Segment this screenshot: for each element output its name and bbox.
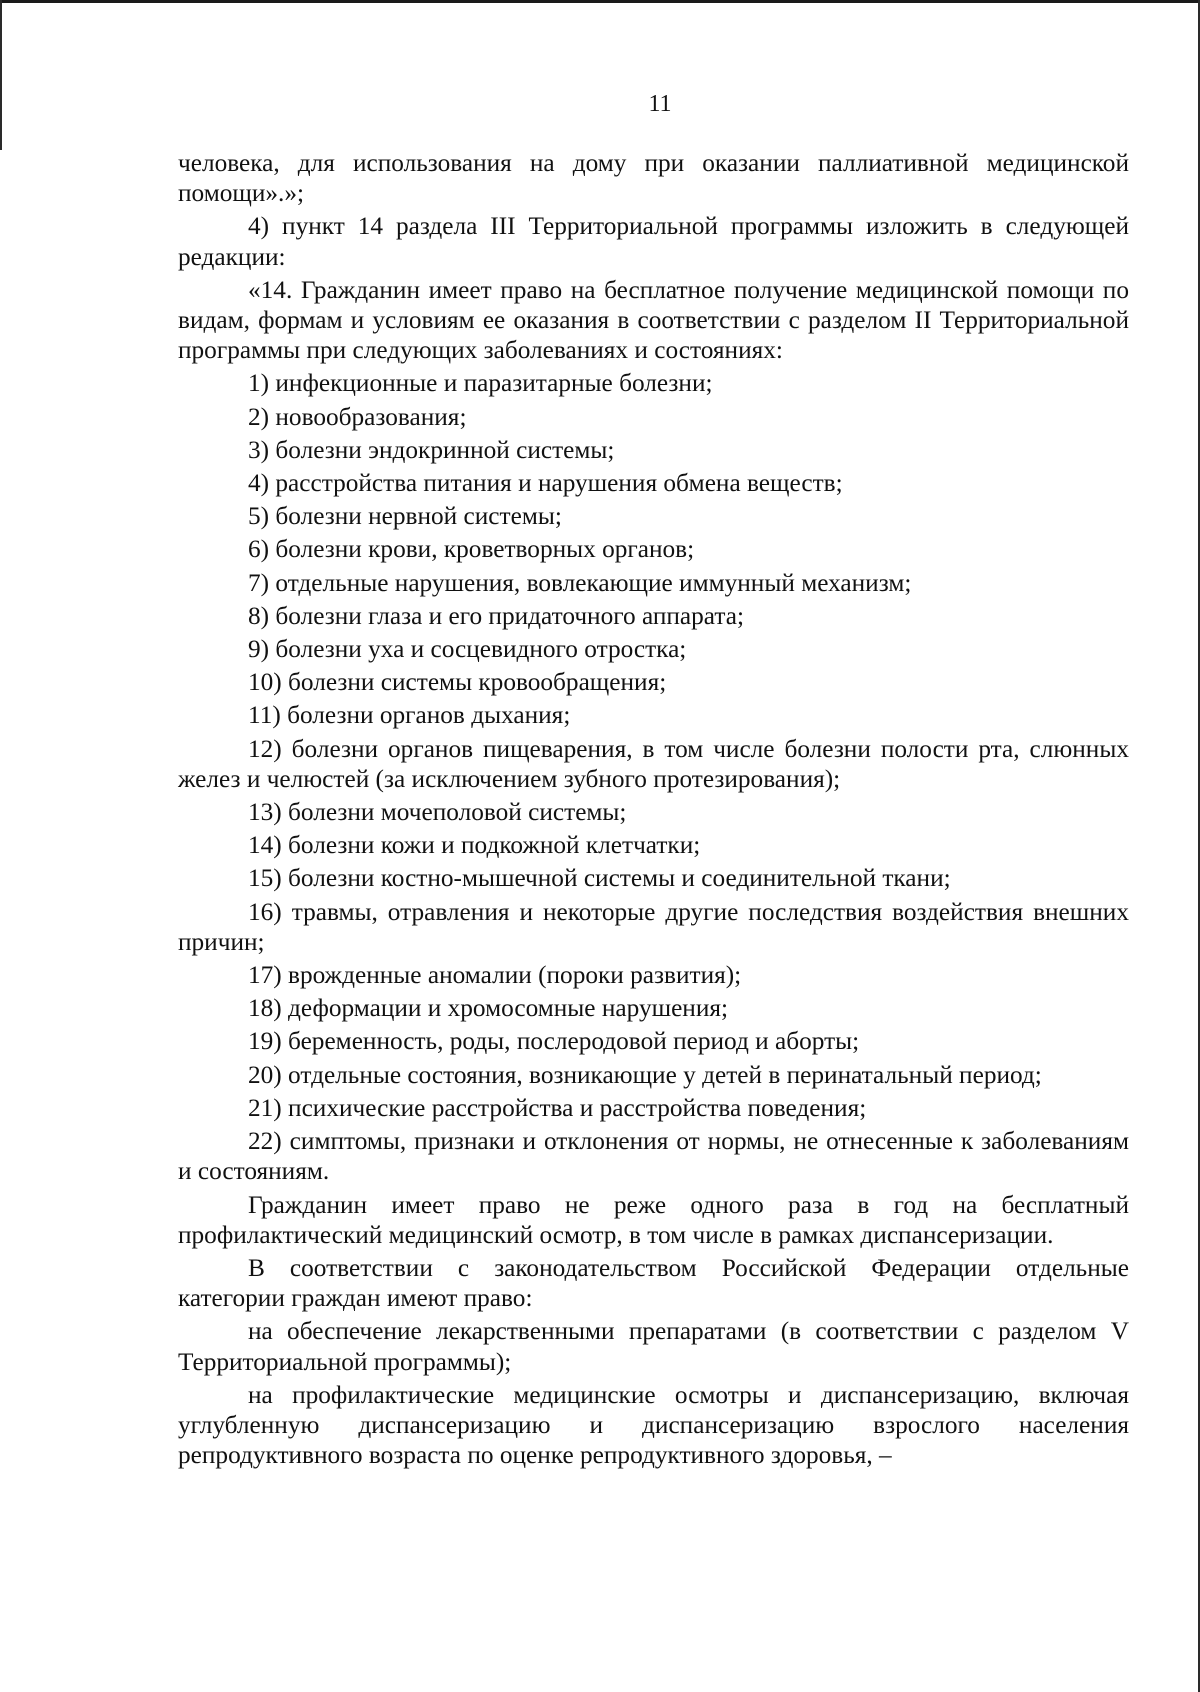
list-item: 1) инфекционные и паразитарные болезни; <box>248 369 713 398</box>
paragraph: человека, для использования на дому при оказании паллиативной медицинской помощи».»; <box>178 149 1129 208</box>
document-body <box>178 148 1129 1473</box>
list-item: 10) болезни системы кровообращения; <box>248 668 667 697</box>
list-item: 7) отдельные нарушения, вовлекающие иммунный механизм; <box>248 568 912 597</box>
list-item: 12) болезни органов пищеварения, в том числе болезни полости рта, слюнных желез и челюстей (за исключением зубного протезирования); <box>178 734 1129 793</box>
list-item: 14) болезни кожи и подкожной клетчатки; <box>248 831 701 860</box>
scan-border-left <box>0 0 2 150</box>
paragraph: «14. Гражданин имеет право на бесплатное получение медицинской помощи по видам, формам и условиям ее оказания в соответствии с разделом II Территориальной программы при следующих заболеваниях и состояниях: <box>178 275 1129 365</box>
list-item: 17) врожденные аномалии (пороки развития); <box>248 961 742 990</box>
paragraph: на обеспечение лекарственными препаратами (в соответствии с разделом V Территориальной программы); <box>178 1317 1129 1376</box>
list-item: 5) болезни нервной системы; <box>248 502 562 531</box>
list-item: 11) болезни органов дыхания; <box>248 701 571 730</box>
list-item: 4) расстройства питания и нарушения обмена веществ; <box>248 469 843 498</box>
list-item: 20) отдельные состояния, возникающие у детей в перинатальный период; <box>248 1060 1042 1089</box>
paragraph: Гражданин имеет право не реже одного раза в год на бесплатный профилактический медицинский осмотр, в том числе в рамках диспансеризации. <box>178 1190 1129 1249</box>
list-item: 8) болезни глаза и его придаточного аппарата; <box>248 601 744 630</box>
scan-border-top <box>0 0 1200 3</box>
page-number: 11 <box>648 91 672 117</box>
list-item: 9) болезни уха и сосцевидного отростка; <box>248 635 687 664</box>
paragraph: В соответствии с законодательством Российской Федерации отдельные категории граждан имеют право: <box>178 1253 1129 1313</box>
list-item: 6) болезни крови, кроветворных органов; <box>248 535 695 564</box>
list-item: 3) болезни эндокринной системы; <box>248 435 615 464</box>
list-item: 19) беременность, роды, послеродовой период и аборты; <box>248 1027 860 1056</box>
list-item: 16) травмы, отравления и некоторые другие последствия воздействия внешних причин; <box>178 897 1129 956</box>
paragraph: на профилактические медицинские осмотры и диспансеризацию, включая углубленную диспансеризацию и диспансеризацию взрослого населения репродуктивного возраста по оценке репродуктивного здоровья, – <box>178 1380 1129 1470</box>
list-item: 21) психические расстройства и расстройства поведения; <box>248 1093 867 1122</box>
list-item: 22) симптомы, признаки и отклонения от нормы, не отнесенные к заболеваниям и состояниям. <box>178 1127 1129 1186</box>
list-item: 15) болезни костно-мышечной системы и соединительной ткани; <box>248 864 951 893</box>
paragraph: 4) пункт 14 раздела III Территориальной программы изложить в следующей редакции: <box>178 212 1129 271</box>
list-item: 18) деформации и хромосомные нарушения; <box>248 994 729 1023</box>
list-item: 2) новообразования; <box>248 402 467 431</box>
list-item: 13) болезни мочеполовой системы; <box>248 798 627 827</box>
